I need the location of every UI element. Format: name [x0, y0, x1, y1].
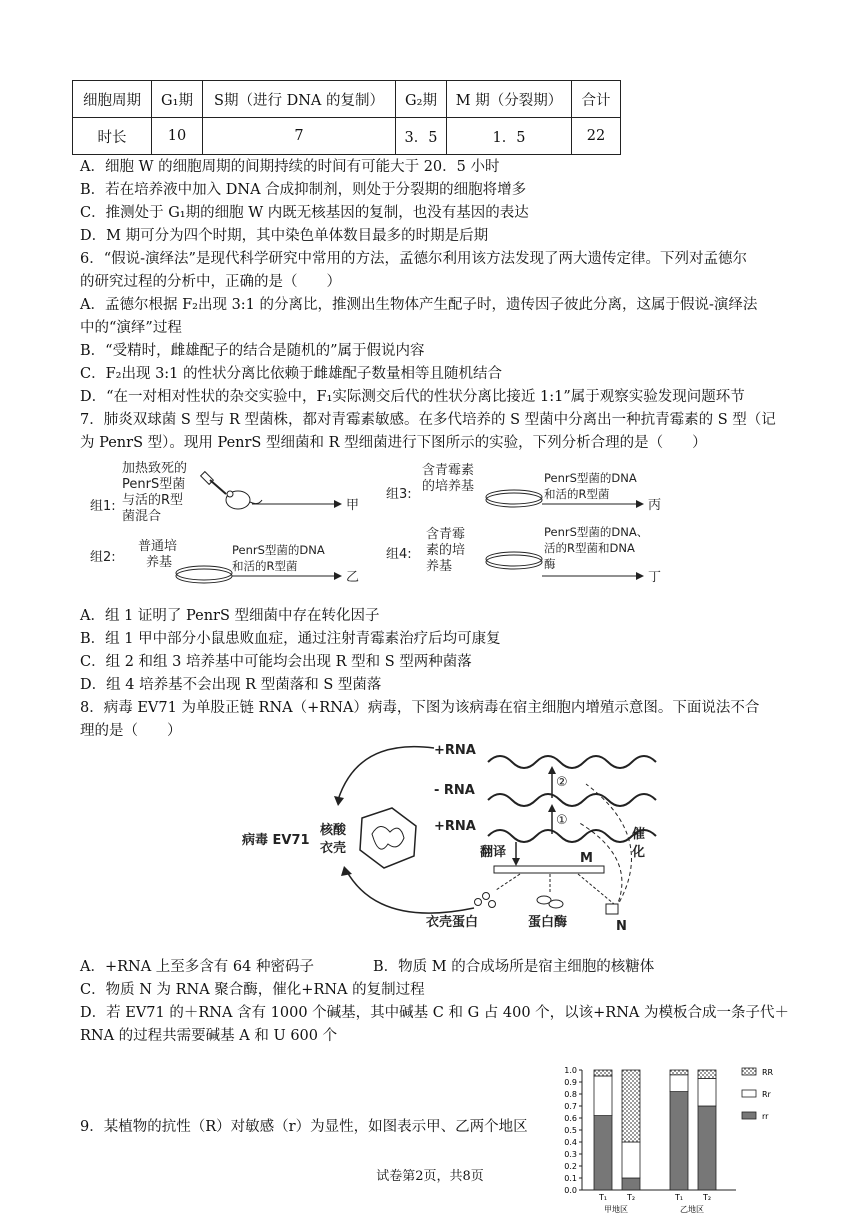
y-tick-label: 0.2 [564, 1162, 577, 1171]
group4-added: 活的R型菌和DNA [544, 541, 635, 555]
legend-swatch [742, 1090, 756, 1097]
rna-strand [488, 756, 656, 768]
rna-strand [488, 794, 656, 806]
bar-segment-RR [594, 1070, 612, 1076]
q8-option-d-cont: RNA 的过程共需要碱基 A 和 U 600 个 [80, 1028, 338, 1044]
q5-option-c: C．推测处于 G₁期的细胞 W 内既无核基因的复制，也没有基因的表达 [80, 205, 529, 221]
group-label: 甲地区 [604, 1205, 628, 1214]
group2-added: PenrS型菌的DNA [232, 543, 325, 557]
table-header-cell: 细胞周期 [73, 81, 152, 118]
bar-segment-Rr [594, 1076, 612, 1116]
q7-option-c: C．组 2 和组 3 培养基中可能均会出现 R 型和 S 型两种菌落 [80, 654, 472, 670]
page-footer: 试卷第2页，共8页 [376, 1169, 484, 1184]
q8-stem: 8．病毒 EV71 为单股正链 RNA（+RNA）病毒，下图为该病毒在宿主细胞内增殖示意图。下面说法不合 [80, 700, 760, 716]
legend-label: RR [762, 1068, 774, 1077]
rna-top-label: +RNA [434, 743, 476, 758]
group2-medium: 养基 [146, 555, 173, 570]
group1-label: 组1: [90, 499, 116, 514]
polypeptide-bar [494, 866, 604, 873]
group3-result: 丙 [648, 498, 662, 513]
q7-option-b: B．组 1 甲中部分小鼠患败血症，通过注射青霉素治疗后均可康复 [80, 631, 501, 647]
translation-label: 翻译 [480, 845, 507, 860]
q5-option-a: A．细胞 W 的细胞周期的间期持续的时间有可能大于 20．5 小时 [80, 159, 500, 175]
group3-medium: 含青霉素 [422, 463, 475, 478]
bar-segment-RR [698, 1070, 716, 1078]
y-tick-label: 0.0 [564, 1186, 577, 1195]
nucleic-acid-label: 核酸 [320, 823, 347, 838]
legend-label: Rr [762, 1090, 771, 1099]
bar-segment-Rr [698, 1078, 716, 1106]
q5-option-d: D．M 期可分为四个时期，其中染色单体数目最多的时期是后期 [80, 228, 489, 244]
group-label: 乙地区 [680, 1205, 704, 1214]
y-tick-label: 0.6 [564, 1114, 577, 1123]
group4-label: 组4: [386, 547, 412, 562]
group4-added: PenrS型菌的DNA、 [544, 525, 649, 539]
y-tick-label: 0.7 [564, 1102, 577, 1111]
q8-option-d: D．若 EV71 的＋RNA 含有 1000 个碱基，其中碱基 C 和 G 占 400 个，以该+RNA 为模板合成一条子代＋ [80, 1005, 789, 1021]
q7-stem: 7．肺炎双球菌 S 型与 R 型菌株，都对青霉素敏感。在多代培养的 S 型菌中分离出一种抗青霉素的 S 型（记 [80, 412, 776, 428]
table-cell: 22 [572, 118, 621, 155]
group3-added: PenrS型菌的DNA [544, 471, 637, 485]
q6-option: C．F₂出现 3:1 的性状分离比依赖于雌雄配子数量相等且随机结合 [80, 366, 503, 382]
coat-protein-label: 衣壳蛋白 [426, 915, 479, 930]
group4-medium: 素的培 [426, 543, 466, 558]
q7-option-d: D．组 4 培养基不会出现 R 型菌落和 S 型菌落 [80, 677, 382, 693]
catalyze-label: 催 [632, 827, 646, 842]
genotype-frequency-chart [556, 1060, 800, 1216]
table-header-cell: G₁期 [152, 81, 203, 118]
step-1-label: ① [556, 813, 568, 828]
table-header-cell: S期（进行 DNA 的复制） [203, 81, 396, 118]
catalyze-label: 化 [632, 845, 646, 860]
q6-option: D．“在一对相对性状的杂交实验中，F₁实际测交后代的性状分离比接近 1:1”属于观察实验发现问题环节 [80, 389, 745, 405]
table-cell: 1．5 [447, 118, 572, 155]
x-tick-label: T₂ [702, 1193, 712, 1202]
group4-added: 酶 [544, 557, 556, 571]
table-row [73, 118, 621, 155]
y-tick-label: 0.1 [564, 1174, 577, 1183]
group4-result: 丁 [648, 570, 662, 585]
legend-swatch [742, 1112, 756, 1119]
table-cell: 7 [203, 118, 396, 155]
transformation-experiment-figure [84, 458, 704, 598]
y-tick-label: 0.5 [564, 1126, 577, 1135]
group3-medium: 的培养基 [422, 479, 475, 494]
group2-added: 和活的R型菌 [232, 559, 298, 573]
group3-label: 组3: [386, 487, 412, 502]
cell-cycle-table [72, 80, 621, 155]
table-row-label: 时长 [73, 118, 152, 155]
group4-medium: 养基 [426, 559, 453, 574]
x-tick-label: T₁ [674, 1193, 684, 1202]
table-cell: 3．5 [396, 118, 447, 155]
table-header-cell: 合计 [572, 81, 621, 118]
q8-stem: 理的是（ ） [80, 723, 182, 739]
group2-result: 乙 [346, 570, 360, 585]
table-cell: 10 [152, 118, 203, 155]
q6-stem: 的研究过程的分析中，正确的是（ ） [80, 274, 341, 290]
q8-option-b: B．物质 M 的合成场所是宿主细胞的核糖体 [373, 959, 655, 975]
q6-option: A．孟德尔根据 F₂出现 3:1 的分离比，推测出生物体产生配子时，遗传因子彼此分离，这属于假说-演绎法 [80, 297, 758, 313]
legend-swatch [742, 1068, 756, 1075]
rna-bot-label: +RNA [434, 819, 476, 834]
y-tick-label: 0.4 [564, 1138, 577, 1147]
table-header-cell: G₂期 [396, 81, 447, 118]
q7-stem: 为 PenrS 型）。现用 PenrS 型细菌和 R 型细菌进行下图所示的实验，下列分析合理的是（ ） [80, 435, 707, 451]
virus-label: 病毒 EV71 [242, 833, 310, 848]
x-tick-label: T₁ [598, 1193, 608, 1202]
group4-medium: 含青霉 [426, 527, 466, 542]
table-header-row [73, 81, 621, 118]
ev71-replication-figure [238, 738, 678, 932]
q9-stem: 9．某植物的抗性（R）对敏感（r）为显性，如图表示甲、乙两个地区 [80, 1119, 528, 1135]
q5-option-b: B．若在培养液中加入 DNA 合成抑制剂，则处于分裂期的细胞将增多 [80, 182, 527, 198]
q6-option: 中的“演绎”过程 [80, 320, 182, 336]
petri-dish-icon [486, 493, 542, 507]
group1-text: PenrS型菌 [122, 477, 186, 492]
y-tick-label: 0.3 [564, 1150, 577, 1159]
substance-m-label: M [580, 851, 593, 866]
q7-option-a: A．组 1 证明了 PenrS 型细菌中存在转化因子 [80, 608, 380, 624]
table-header-cell: M 期（分裂期） [447, 81, 572, 118]
x-tick-label: T₂ [626, 1193, 636, 1202]
rna-strand [488, 830, 656, 842]
rna-mid-label: - RNA [434, 783, 475, 798]
y-tick-label: 0.9 [564, 1078, 577, 1087]
group1-text: 加热致死的 [122, 461, 188, 476]
bar-segment-RR [622, 1070, 640, 1142]
petri-dish-icon [486, 555, 542, 569]
group1-result: 甲 [346, 498, 360, 513]
bar-segment-Rr [670, 1075, 688, 1092]
substance-n-label: N [616, 919, 627, 932]
q8-option-a: A．+RNA 上至多含有 64 种密码子 [80, 959, 314, 975]
q8-option-c: C．物质 N 为 RNA 聚合酶，催化+RNA 的复制过程 [80, 982, 425, 998]
group1-text: 菌混合 [122, 509, 162, 524]
step-2-label: ② [556, 775, 568, 790]
virus-capsid-icon [360, 808, 416, 868]
group1-text: 与活的R型 [122, 493, 184, 508]
protease-label: 蛋白酶 [528, 915, 568, 930]
y-tick-label: 1.0 [564, 1066, 577, 1075]
petri-dish-icon [176, 569, 232, 583]
q6-stem: 6．“假说-演绎法”是现代科学研究中常用的方法，孟德尔利用该方法发现了两大遗传定律。下列对孟德尔 [80, 251, 747, 267]
capsid-label: 衣壳 [320, 841, 347, 856]
group3-added: 和活的R型菌 [544, 487, 610, 501]
q6-option: B．“受精时，雌雄配子的结合是随机的”属于假说内容 [80, 343, 425, 359]
substance-n-icon [606, 904, 618, 914]
group2-medium: 普通培 [138, 539, 178, 554]
bar-segment-RR [670, 1070, 688, 1075]
y-tick-label: 0.8 [564, 1090, 577, 1099]
group2-label: 组2: [90, 550, 116, 565]
legend-label: rr [762, 1112, 769, 1121]
